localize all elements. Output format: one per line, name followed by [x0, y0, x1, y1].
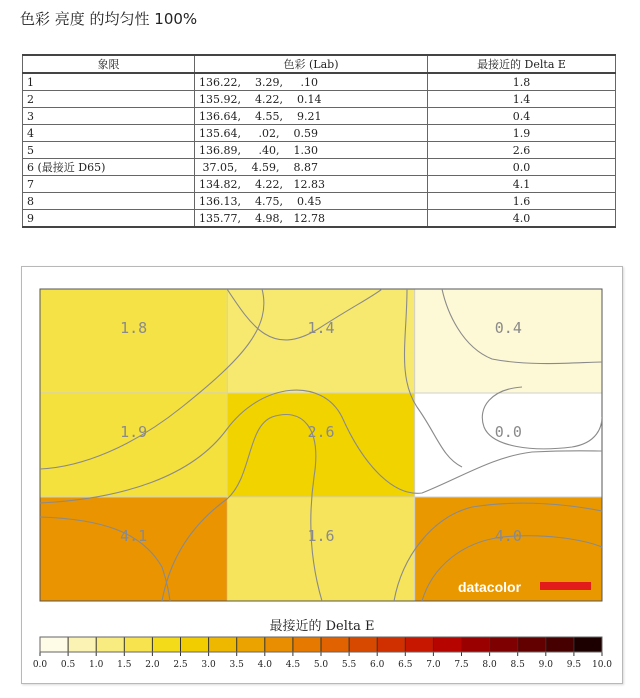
heatmap-cell	[415, 289, 603, 394]
cell-delta-e: 1.6	[428, 193, 616, 210]
scale-tick-label: 9.5	[566, 660, 582, 670]
table-row	[23, 159, 616, 176]
table-row	[23, 125, 616, 142]
scale-swatch	[518, 637, 546, 652]
cell-value-label: 2.6	[307, 423, 335, 441]
table-row	[23, 193, 616, 210]
scale-tick-label: 9.0	[538, 660, 553, 670]
cell-lab: 37.05, 4.59, 8.87	[195, 159, 428, 176]
cell-delta-e: 4.0	[428, 210, 616, 228]
table-row	[23, 176, 616, 193]
scale-swatch	[124, 637, 152, 652]
scale-swatch	[405, 637, 433, 652]
scale-swatch	[293, 637, 321, 652]
heatmap-cell	[40, 497, 228, 602]
cell-delta-e: 4.1	[428, 176, 616, 193]
scale-swatch	[433, 637, 461, 652]
heatmap-cell	[415, 393, 603, 498]
header-delta-e: 最接近的 Delta E	[428, 55, 616, 73]
cell-quadrant: 8	[23, 193, 195, 210]
scale-swatch	[237, 637, 265, 652]
scale-tick-label: 3.0	[201, 660, 216, 670]
table-row	[23, 142, 616, 159]
heatmap-cell	[227, 289, 415, 394]
cell-lab: 135.64, .02, 0.59	[195, 125, 428, 142]
cell-quadrant: 2	[23, 91, 195, 108]
scale-tick-label: 8.0	[482, 660, 497, 670]
header-quadrant: 象限	[23, 55, 195, 73]
cell-value-label: 0.0	[494, 423, 522, 441]
scale-swatch	[574, 637, 602, 652]
scale-swatch	[152, 637, 180, 652]
scale-tick-label: 1.0	[89, 660, 104, 670]
table-row	[23, 73, 616, 91]
scale-tick-label: 10.0	[591, 660, 613, 670]
cell-value-label: 1.4	[307, 319, 335, 337]
cell-lab: 134.82, 4.22, 12.83	[195, 176, 428, 193]
cell-lab: 136.13, 4.75, 0.45	[195, 193, 428, 210]
scale-tick-label: 5.5	[341, 660, 357, 670]
scale-tick-label: 3.5	[229, 660, 244, 670]
cell-quadrant: 3	[23, 108, 195, 125]
watermark-text: datacolor	[458, 579, 522, 595]
cell-quadrant: 1	[23, 73, 195, 91]
scale-tick-label: 1.5	[117, 660, 132, 670]
page-title: 色彩 亮度 的均匀性 100%	[20, 10, 198, 28]
cell-quadrant: 9	[23, 210, 195, 228]
cell-delta-e: 0.4	[428, 108, 616, 125]
cell-lab: 136.22, 3.29, .10	[195, 73, 428, 91]
cell-delta-e: 2.6	[428, 142, 616, 159]
cell-delta-e: 1.4	[428, 91, 616, 108]
table-row	[23, 108, 616, 125]
cell-delta-e: 1.8	[428, 73, 616, 91]
cell-lab: 136.89, .40, 1.30	[195, 142, 428, 159]
cell-delta-e: 0.0	[428, 159, 616, 176]
heatmap-cell	[227, 497, 415, 602]
cell-quadrant: 4	[23, 125, 195, 142]
scale-tick-label: 4.0	[257, 660, 272, 670]
scale-tick-label: 5.0	[313, 660, 329, 670]
cell-quadrant: 7	[23, 176, 195, 193]
cell-value-label: 1.6	[307, 527, 335, 545]
scale-tick-label: 6.5	[398, 660, 413, 670]
table-row	[23, 210, 616, 228]
scale-swatch	[321, 637, 349, 652]
cell-lab: 136.64, 4.55, 9.21	[195, 108, 428, 125]
scale-swatch	[546, 637, 574, 652]
uniformity-chart-frame	[21, 266, 623, 684]
cell-value-label: 0.4	[494, 319, 522, 337]
scale-tick-label: 2.0	[145, 660, 160, 670]
cell-lab: 135.77, 4.98, 12.78	[195, 210, 428, 228]
table-header-row	[23, 55, 616, 73]
table-row	[23, 91, 616, 108]
heatmap-cell	[40, 289, 228, 394]
scale-swatch	[68, 637, 96, 652]
cell-value-label: 4.1	[120, 527, 148, 545]
chart-title: 最接近的 Delta E	[269, 619, 375, 634]
scale-tick-label: 4.5	[285, 660, 301, 670]
scale-swatch	[181, 637, 209, 652]
scale-swatch	[40, 637, 68, 652]
cell-quadrant: 6 (最接近 D65)	[23, 159, 195, 176]
uniformity-table	[22, 54, 616, 228]
scale-tick-label: 7.0	[426, 660, 441, 670]
cell-quadrant: 5	[23, 142, 195, 159]
cell-value-label: 4.0	[494, 527, 522, 545]
header-lab: 色彩 (Lab)	[195, 55, 428, 73]
scale-tick-label: 8.5	[510, 660, 525, 670]
scale-tick-label: 7.5	[454, 660, 469, 670]
heatmap-cell	[40, 393, 228, 498]
scale-swatch	[349, 637, 377, 652]
cell-delta-e: 1.9	[428, 125, 616, 142]
scale-swatch	[462, 637, 490, 652]
scale-tick-label: 0.0	[32, 660, 48, 670]
scale-swatch	[377, 637, 405, 652]
scale-tick-label: 6.0	[370, 660, 385, 670]
scale-tick-label: 0.5	[60, 660, 76, 670]
scale-swatch	[265, 637, 293, 652]
scale-swatch	[209, 637, 237, 652]
scale-swatch	[96, 637, 124, 652]
cell-value-label: 1.9	[120, 423, 148, 441]
cell-value-label: 1.8	[120, 319, 148, 337]
scale-swatch	[490, 637, 518, 652]
delta-e-heatmap	[22, 267, 622, 683]
scale-tick-label: 2.5	[173, 660, 188, 670]
cell-lab: 135.92, 4.22, 0.14	[195, 91, 428, 108]
